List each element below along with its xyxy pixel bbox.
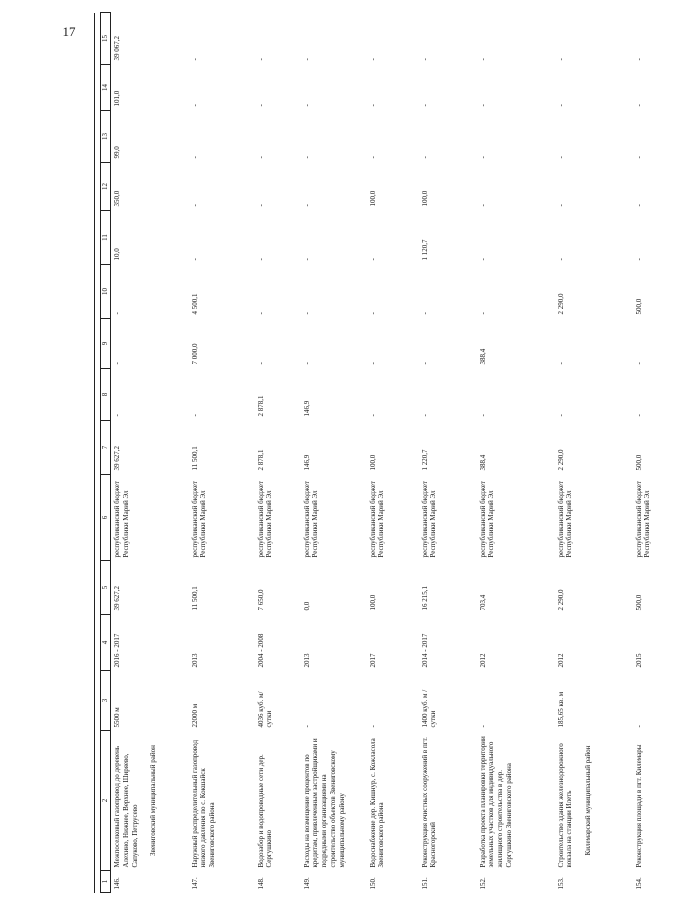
cell-c14: 101,0 [113,90,121,107]
cell-c9: - [302,362,311,365]
cell-source: республиканский бюджет Республики Марий Эл [420,481,438,558]
cell-c12: - [478,204,487,207]
cell-c11: - [368,258,377,261]
cell-c14: - [302,104,311,107]
cell-c8: 146,9 [302,400,311,417]
table-row [555,13,633,893]
cell-years: 2013 [302,653,311,668]
cell-c15: 39 067,2 [113,36,121,61]
cell-c8: - [478,414,487,417]
cell-c11: 10,0 [113,248,121,261]
cell-c7: 2 290,0 [556,449,565,471]
cell-qty: - [478,725,487,728]
cell-qty: 4036 куб. м/ сутки [256,691,274,728]
cell-years: 2012 [556,653,565,668]
object-name: Межпоселковый газопровод до деревень Алехино, Нижнее, Верхнее, Ширяево, Сапуково, Петрусево [113,745,139,868]
cell-qty: - [634,725,643,728]
cell-years: 2017 [368,653,377,668]
column-header-12: 12 [101,163,111,211]
cell-c9: - [420,362,429,365]
cell-c9: - [556,362,565,365]
cell-c11: - [556,258,565,261]
cell-c13: - [190,156,199,159]
cell-source: республиканский бюджет Республики Марий Эл [302,481,320,558]
cell-c11: 1 120,7 [420,239,429,261]
cell-c13: - [420,156,429,159]
column-header-13: 13 [101,111,111,163]
cell-c15: - [478,58,487,61]
cell-c12: - [302,204,311,207]
object-name: Реконструкция очистных сооружений в пгт. Красногорский [420,737,438,868]
cell-source: республиканский бюджет Республики Марий Эл [368,481,386,558]
cell-c14: - [368,104,377,107]
cell-source: республиканский бюджет Республики Марий Эл [190,481,208,558]
cell-c9: - [368,362,377,365]
cell-c8: - [190,414,199,417]
column-numbers-header [101,13,111,893]
cell-source: республиканский бюджет Республики Марий Эл [556,481,574,558]
cell-source: республиканский бюджет Республики Марий Эл [478,481,496,558]
cell-c11: - [190,258,199,261]
cell-c9: 388,4 [478,348,487,365]
object-name: Водоснабжение дер. Кишнур, с. Кожласола Звениговского района [368,738,386,868]
cell-c12: 100,0 [420,190,429,207]
cell-name [111,731,189,871]
cell-c10: - [302,312,311,315]
cell-qty: 1400 куб. м /сутки [420,689,438,728]
cell-name [367,731,419,871]
cell-years: 2014 - 2017 [420,633,429,668]
cell-no: 152. [478,877,487,890]
cell-qty: - [368,725,377,728]
cell-c9: - [113,362,121,365]
cell-c15: - [556,58,565,61]
cell-c8: 2 878,1 [256,395,265,417]
cell-name [419,731,477,871]
cell-total: 11 500,1 [190,586,199,611]
cell-c15: - [302,58,311,61]
cell-source: республиканский бюджет Республики Марий Эл [113,481,130,558]
cell-c9: - [256,362,265,365]
object-name: Водозабор и водопроводные сети дер. Сергушкино [256,754,274,868]
cell-c7: 388,4 [478,454,487,471]
column-header-6: 6 [101,475,111,561]
cell-c14: - [190,104,199,107]
column-header-9: 9 [101,319,111,369]
cell-c12: - [256,204,265,207]
cell-no: 146. [113,877,121,890]
cell-source: республиканский бюджет Республики Марий Эл [634,481,652,558]
cell-c10: 4 500,1 [190,293,199,315]
cell-no: 148. [256,877,265,890]
cell-qty: - [302,725,311,728]
cell-total: 100,0 [368,594,377,611]
cell-c12: 350,0 [113,190,121,207]
cell-c15: - [420,58,429,61]
cell-c10: 500,0 [634,298,643,315]
cell-name [633,731,697,871]
cell-name [477,731,555,871]
cell-c15: - [634,58,643,61]
column-header-11: 11 [101,211,111,265]
cell-c14: - [420,104,429,107]
cell-qty: 5500 м [113,707,121,728]
cell-qty: 22000 м [190,703,199,728]
cell-name [555,731,633,871]
cell-c10: 2 290,0 [556,293,565,315]
cell-c7: 39 627,2 [113,446,121,471]
cell-c8: - [368,414,377,417]
cell-total: 0,0 [302,601,311,611]
cell-c13: - [478,156,487,159]
table-top-edge [94,13,95,893]
table-row [419,13,477,893]
column-header-7: 7 [101,421,111,475]
cell-c12: - [556,204,565,207]
cell-c7: 2 878,1 [256,449,265,471]
cell-no: 151. [420,877,429,890]
cell-c13: - [302,156,311,159]
column-header-2: 2 [101,731,111,871]
cell-c15: - [190,58,199,61]
cell-c11: - [478,258,487,261]
cell-source: республиканский бюджет Республики Марий Эл [256,481,274,558]
cell-c13: 99,0 [113,146,121,159]
cell-c9: 7 000,0 [190,343,199,365]
cell-c10: - [478,312,487,315]
cell-c13: - [556,156,565,159]
district-subheading: Килемарский муниципальный район [584,745,592,856]
table-row [189,13,255,893]
cell-c12: 100,0 [368,190,377,207]
cell-c8: - [113,414,121,417]
cell-c12: - [190,204,199,207]
cell-name [255,731,301,871]
cell-c7: 100,0 [368,454,377,471]
object-name: Строительство здания железнодорожного вокзала на станции Илеть [556,743,574,868]
cell-no: 153. [556,877,565,890]
cell-c10: - [256,312,265,315]
cell-years: 2015 [634,653,643,668]
cell-c8: - [420,414,429,417]
cell-no: 154. [634,877,643,890]
cell-c14: - [556,104,565,107]
cell-c13: - [256,156,265,159]
cell-c10: - [113,312,121,315]
budget-table [100,12,697,893]
object-name: Реконструкция площади в пгт. Килемары [634,744,643,868]
table-row [633,13,697,893]
cell-c9: - [634,362,643,365]
cell-total: 7 650,0 [256,589,265,611]
cell-total: 16 215,1 [420,586,429,611]
cell-c11: - [634,258,643,261]
cell-c13: - [634,156,643,159]
cell-total: 39 627,2 [113,586,121,611]
cell-no: 147. [190,877,199,890]
cell-c7: 11 500,1 [190,446,199,471]
cell-years: 2013 [190,653,199,668]
table-row [301,13,367,893]
table-row [367,13,419,893]
table-row [255,13,301,893]
column-header-14: 14 [101,65,111,111]
cell-c7: 500,0 [634,454,643,471]
cell-total: 703,4 [478,594,487,611]
cell-c14: - [478,104,487,107]
cell-no: 149. [302,877,311,890]
object-name: Расходы на возмещение процентов по кредитам, привлеченным застройщиками и подрядными организациями на строительство объектов Звениговскому муниципальному району [302,738,346,868]
cell-c8: - [634,414,643,417]
cell-c10: - [368,312,377,315]
cell-c11: - [302,258,311,261]
column-header-4: 4 [101,615,111,671]
cell-name [189,731,255,871]
table-row [111,13,189,893]
cell-c14: - [256,104,265,107]
cell-c14: - [634,104,643,107]
column-header-1: 1 [101,871,111,893]
cell-years: 2004 - 2008 [256,633,265,668]
district-subheading: Звениговский муниципальный район [149,745,158,856]
table-row [477,13,555,893]
column-header-5: 5 [101,561,111,615]
cell-c13: - [368,156,377,159]
cell-qty: 185,65 кв. м [556,691,565,728]
object-name: Разработка проекта планировки территории земельных участков для индивидуального жилищного строительства в дер. Сергушкино Звениговского района [478,736,513,868]
cell-name [301,731,367,871]
column-header-8: 8 [101,369,111,421]
cell-years: 2012 [478,653,487,668]
column-header-3: 3 [101,671,111,731]
cell-total: 500,0 [634,594,643,611]
cell-total: 2 290,0 [556,589,565,611]
cell-years: 2016 - 2017 [113,633,121,668]
cell-c15: - [256,58,265,61]
object-name: Наружный распределительный газопровод низкого давления по с. Кокшайск Звениговского района [190,739,216,868]
cell-c8: - [556,414,565,417]
column-header-10: 10 [101,265,111,319]
cell-c12: - [634,204,643,207]
cell-no: 150. [368,877,377,890]
column-header-15: 15 [101,13,111,65]
page-number: 17 [62,24,76,39]
cell-c7: 146,9 [302,454,311,471]
cell-c10: - [420,312,429,315]
cell-c15: - [368,58,377,61]
cell-c7: 1 220,7 [420,449,429,471]
cell-c11: - [256,258,265,261]
